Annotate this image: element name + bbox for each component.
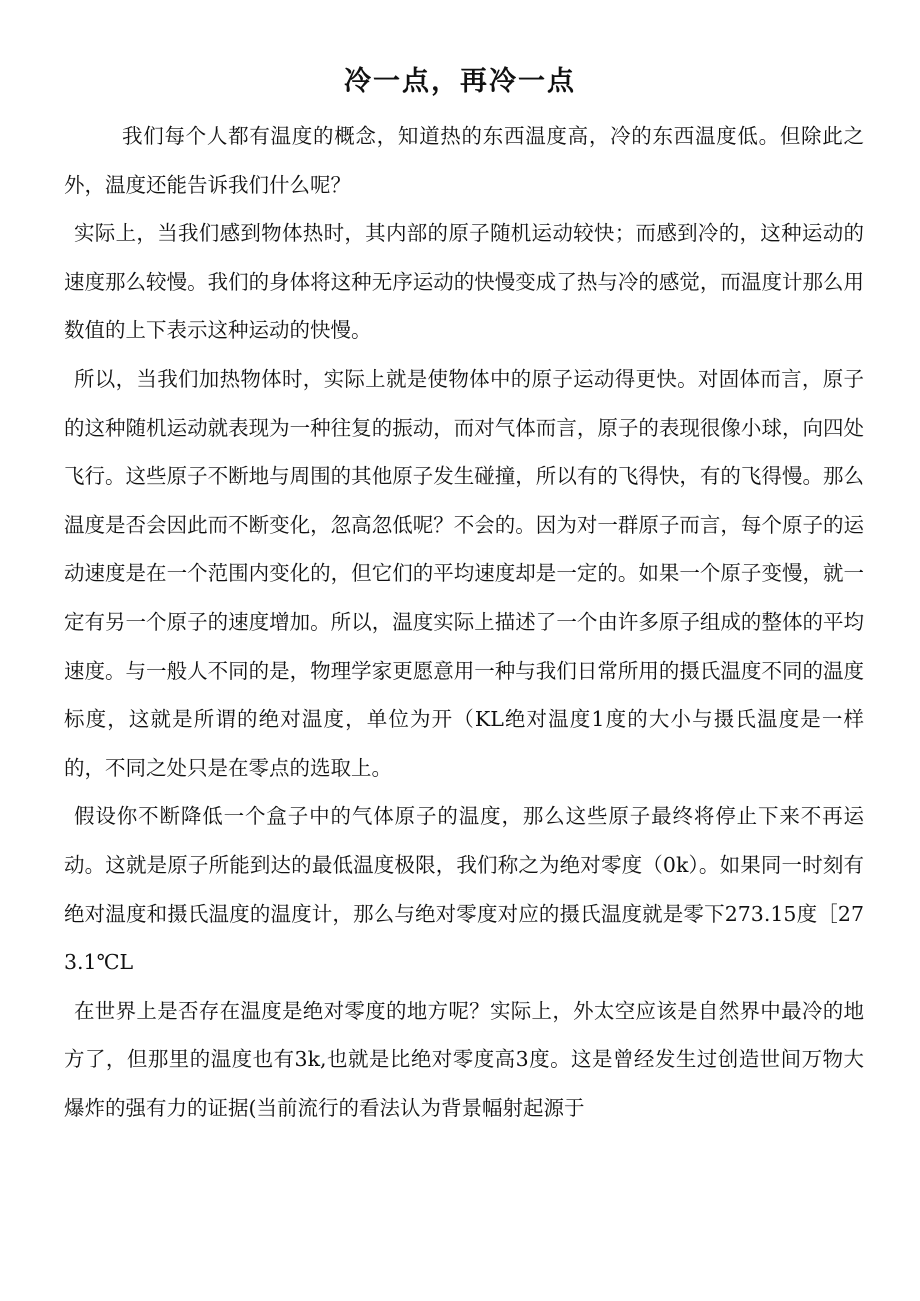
- document-title: 冷一点，再冷一点: [344, 66, 576, 97]
- paragraph-outer-space: 在世界上是否存在温度是绝对零度的地方呢？实际上，外太空应该是自然界中最冷的地方了，但那里的温度也有3k,也就是比绝对零度高3度。这是曾经发生过创造世间万物大爆炸的强有力的证据(当前流行的看法认为背景幅射起源于: [64, 998, 864, 1120]
- paragraph-absolute-zero: 假设你不断降低一个盒子中的气体原子的温度，那么这些原子最终将停止下来不再运动。这就是原子所能到达的最低温度极限，我们称之为绝对零度（0k）。如果同一时刻有绝对温度和摄氏温度的温度计，那么与绝对零度对应的摄氏温度就是零下273.15度［273.1℃L: [64, 804, 864, 975]
- document-body: [64, 112, 864, 1132]
- paragraph-atomic-motion: 实际上，当我们感到物体热时，其内部的原子随机运动较快；而感到冷的，这种运动的速度那么较慢。我们的身体将这种无序运动的快慢变成了热与冷的感觉，而温度计那么用数值的上下表示这种运动的快慢。: [64, 221, 864, 343]
- paragraph-temperature-concept: 我们每个人都有温度的概念，知道热的东西温度高，冷的东西温度低。但除此之外，温度还能告诉我们什么呢？: [64, 124, 864, 197]
- paragraph-heating-and-absolute-temperature: 所以，当我们加热物体时，实际上就是使物体中的原子运动得更快。对固体而言，原子的这种随机运动就表现为一种往复的振动，而对气体而言，原子的表现很像小球，向四处飞行。这些原子不断地与周围的其他原子发生碰撞，所以有的飞得快，有的飞得慢。那么温度是否会因此而不断变化，忽高忽低呢？不会的。因为对一群原子而言，每个原子的运动速度是在一个范围内变化的，但它们的平均速度却是一定的。如果一个原子变慢，就一定有另一个原子的速度增加。所以，温度实际上描述了一个由许多原子组成的整体的平均速度。与一般人不同的是，物理学家更愿意用一种与我们日常所用的摄氏温度不同的温度标度，这就是所谓的绝对温度，单位为开（KL绝对温度1度的大小与摄氏温度是一样的，不同之处只是在零点的选取上。: [64, 366, 864, 780]
